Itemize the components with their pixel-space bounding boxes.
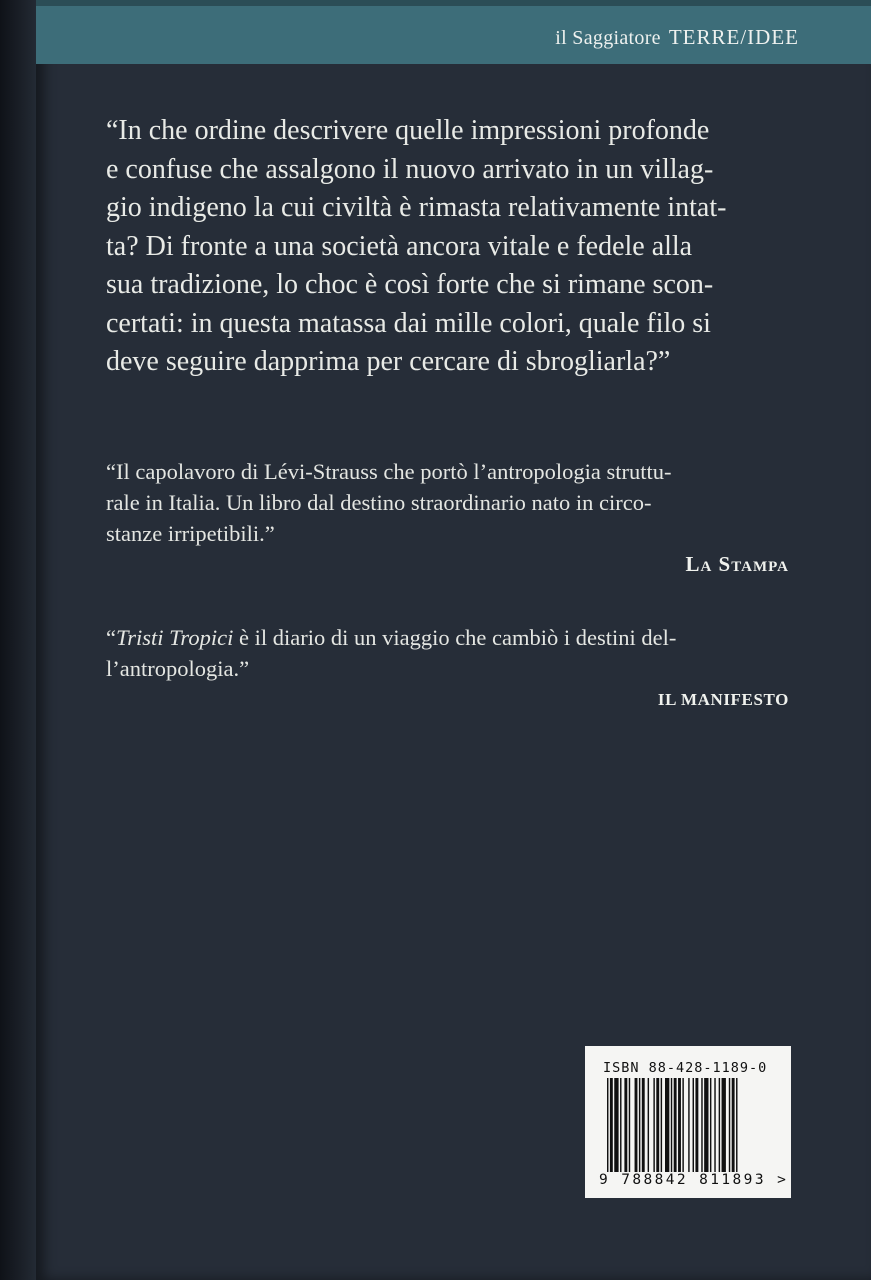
publisher-name: il Saggiatore [555, 27, 661, 49]
quote-line: deve seguire dapprima per cercare di sbrogliarla?” [106, 346, 671, 377]
spine-shadow [0, 0, 36, 1280]
barcode-bar [607, 1078, 608, 1172]
barcode-bar [665, 1078, 669, 1172]
main-quote [106, 112, 796, 382]
barcode-bar [624, 1078, 627, 1172]
barcode-bar [671, 1078, 672, 1172]
barcode-bar [610, 1078, 613, 1172]
barcode-bar [653, 1078, 654, 1172]
publisher-series [555, 25, 799, 50]
barcode-label [585, 1046, 791, 1198]
barcode-bar [722, 1078, 726, 1172]
barcode-bar [729, 1078, 730, 1172]
quote-line: e confuse che assalgono il nuovo arrivato in un villag- [106, 153, 714, 185]
barcode-bar [642, 1078, 645, 1172]
open-quote: “ [106, 625, 116, 650]
review-source-la-stampa: La Stampa [685, 552, 789, 576]
barcode-bar [701, 1078, 702, 1172]
barcode-bar [736, 1078, 737, 1172]
barcode-bars [607, 1078, 779, 1172]
review-text: è il diario di un viaggio che cambiò i destini del- [233, 625, 677, 650]
quote-line: ta? Di fronte a una società ancora vitale e fedele alla [106, 230, 693, 262]
series-name: TERRE/IDEE [668, 25, 799, 49]
quote-line: certati: in questa matassa dai mille colori, quale filo si [106, 307, 711, 339]
barcode-bar [732, 1078, 735, 1172]
barcode-bar [719, 1078, 720, 1172]
quote-line: gio indigeno la cui civiltà è rimasta relativamente intat- [106, 192, 727, 223]
isbn-number: ISBN 88-428-1189-0 [603, 1060, 768, 1076]
quote-line: sua tradizione, lo choc è così forte che si rimane scon- [106, 269, 714, 300]
header-band [36, 0, 871, 64]
review-il-manifesto [106, 622, 796, 684]
quote-line: “In che ordine descrivere quelle impressioni profonde [106, 115, 710, 146]
barcode-bar [629, 1078, 630, 1172]
barcode-bar [710, 1078, 711, 1172]
review-line: “Il capolavoro di Lévi-Strauss che portò l’antropologia struttu- [106, 459, 672, 484]
barcode-bar [704, 1078, 708, 1172]
barcode-bar [695, 1078, 698, 1172]
barcode-bar [620, 1078, 621, 1172]
barcode-bar [661, 1078, 662, 1172]
review-line: rale in Italia. Un libro dal destino straordinario nato in circo- [106, 490, 652, 515]
review-source-il-manifesto: IL MANIFESTO [657, 690, 789, 709]
barcode-bar [614, 1078, 618, 1172]
barcode-bar [648, 1078, 649, 1172]
barcode-bar [688, 1078, 689, 1172]
barcode-bar [678, 1078, 681, 1172]
barcode-bar [674, 1078, 677, 1172]
book-title: Tristi Tropici [116, 625, 234, 650]
ean-number: 9 788842 811893 > [599, 1172, 789, 1188]
header-band-edge [36, 0, 871, 6]
review-la-stampa [106, 456, 796, 549]
barcode-bar [693, 1078, 694, 1172]
review-line: l’antropologia.” [106, 656, 250, 681]
barcode-bar [714, 1078, 715, 1172]
barcode-bar [682, 1078, 683, 1172]
barcode-bar [656, 1078, 659, 1172]
review-line: stanze irripetibili.” [106, 521, 275, 546]
barcode-bar [635, 1078, 638, 1172]
review-line [106, 622, 796, 653]
barcode-bar [639, 1078, 640, 1172]
